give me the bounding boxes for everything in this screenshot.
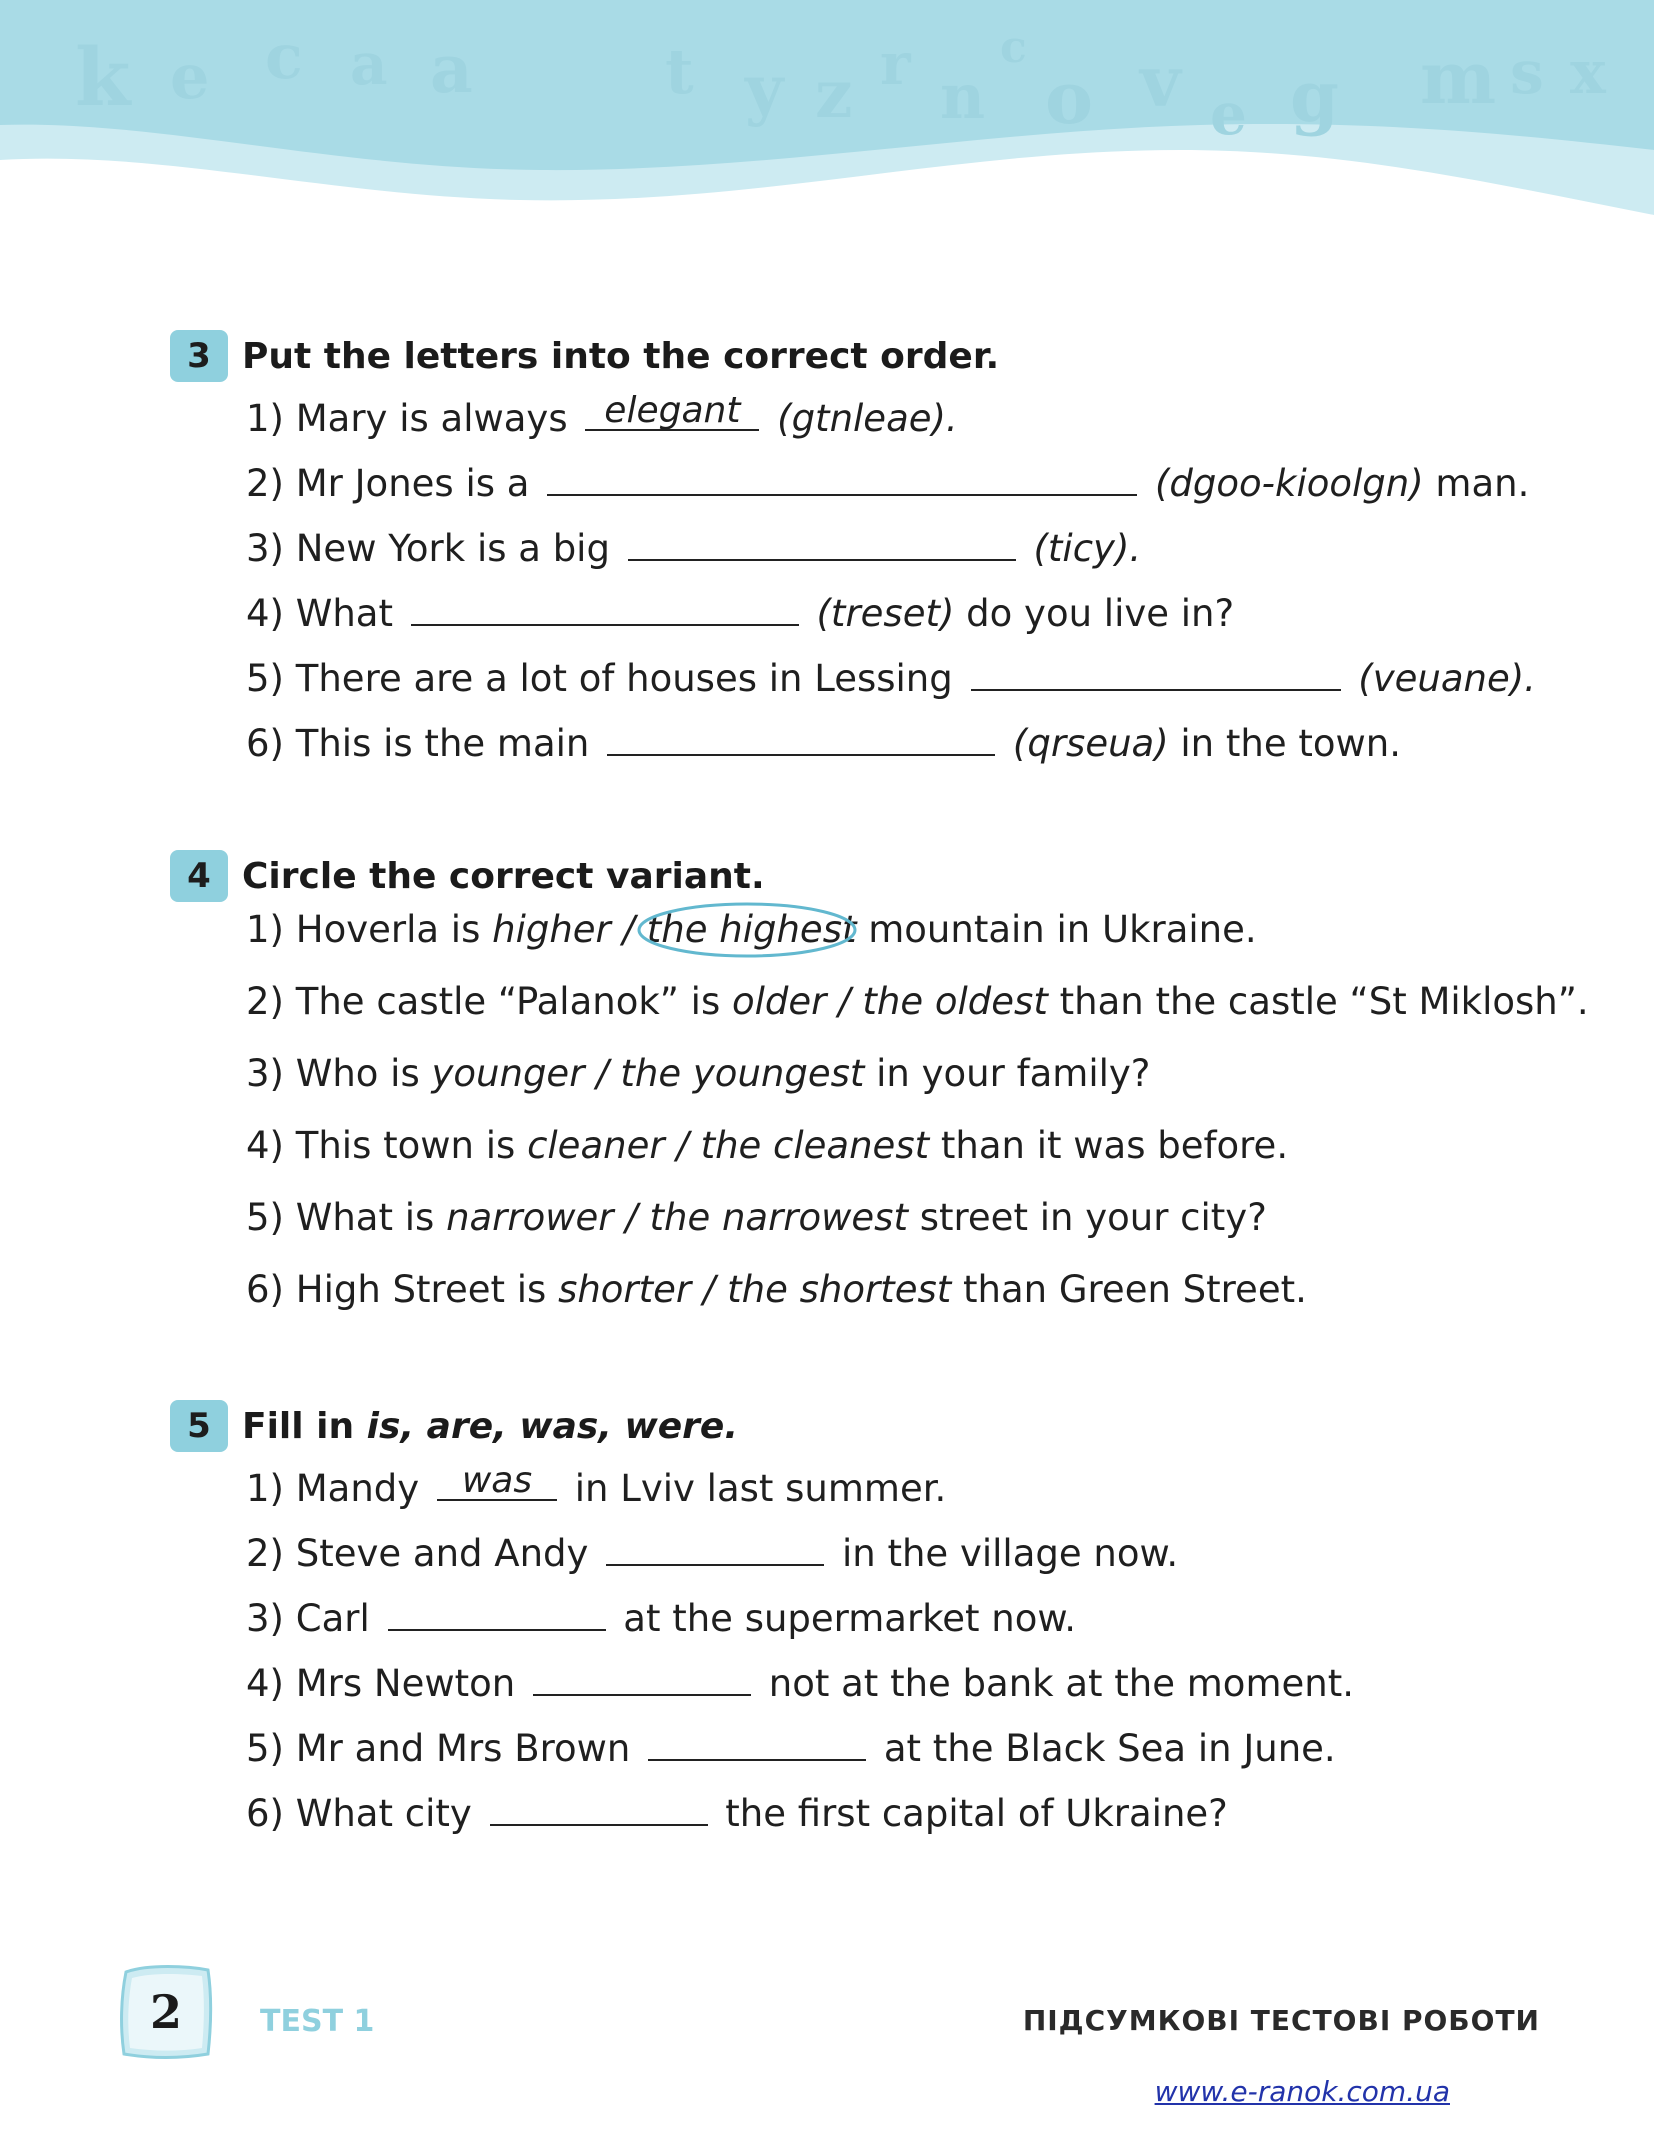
option-b: the highest: [646, 908, 857, 951]
item-number: 2): [246, 1532, 284, 1575]
exercise-item: [246, 515, 1141, 575]
item-text: in the village now.: [841, 1532, 1179, 1575]
exercise-title-italic: is, are, was, were.: [366, 1405, 739, 1447]
page-number-badge: [118, 1962, 214, 2062]
item-text: Mr Jones is a: [295, 462, 530, 505]
header-banner: [0, 0, 1654, 230]
item-text: the first capital of Ukraine?: [725, 1792, 1228, 1835]
answer-blank[interactable]: [490, 1780, 708, 1826]
answer-blank[interactable]: [648, 1715, 866, 1761]
item-number: 5): [246, 1196, 284, 1239]
item-number: 1): [246, 1467, 284, 1510]
option-b[interactable]: the narrowest: [649, 1196, 908, 1239]
item-text: mountain in Ukraine.: [868, 908, 1257, 951]
option-a[interactable]: narrower: [446, 1196, 614, 1239]
item-text: in the town.: [1168, 722, 1401, 765]
item-number: 6): [246, 722, 284, 765]
item-text: Hoverla is: [295, 908, 481, 951]
decor-letter: c: [265, 20, 303, 93]
exercise-item: [246, 1650, 1354, 1710]
decor-letter: n: [940, 60, 986, 133]
exercise-number-badge: 5: [170, 1400, 228, 1452]
exercise-item: [246, 710, 1401, 770]
item-number: 4): [246, 592, 284, 635]
exercise-item: [246, 1780, 1228, 1840]
item-text: do you live in?: [954, 592, 1235, 635]
item-text: not at the bank at the moment.: [768, 1662, 1354, 1705]
option-a[interactable]: higher: [492, 908, 611, 951]
item-text: This is the main: [295, 722, 590, 765]
item-text: than the castle “St Miklosh”.: [1059, 980, 1589, 1023]
exercise-item: [246, 1260, 1307, 1320]
decor-letter: m: [1420, 35, 1497, 120]
item-text: Carl: [295, 1597, 370, 1640]
item-number: 4): [246, 1662, 284, 1705]
item-text: The castle “Palanok” is: [295, 980, 721, 1023]
decor-letter: e: [1210, 80, 1247, 148]
exercise-item: [246, 1520, 1178, 1580]
item-number: 2): [246, 462, 284, 505]
item-text: Who is: [295, 1052, 420, 1095]
item-number: 3): [246, 1597, 284, 1640]
exercise-item: [246, 1188, 1267, 1248]
exercise-item: [246, 972, 1589, 1032]
exercise-item: [246, 1455, 946, 1515]
decor-letter: o: [1045, 55, 1094, 140]
item-number: 3): [246, 527, 284, 570]
decor-letter: g: [1290, 55, 1339, 138]
exercise-header: [170, 850, 765, 902]
decor-letter: s: [1510, 38, 1544, 108]
answer-blank[interactable]: [585, 385, 759, 431]
exercise-title: Circle the correct variant.: [242, 855, 765, 897]
decor-letter: y: [745, 50, 784, 128]
answer-blank[interactable]: [607, 710, 995, 756]
item-hint: (dgoo-kioolgn): [1154, 462, 1424, 505]
option-separator: /: [622, 908, 636, 951]
decor-letter: a: [350, 30, 388, 98]
page-number: 2: [149, 1985, 182, 2039]
item-number: 2): [246, 980, 284, 1023]
answer-blank[interactable]: [628, 515, 1016, 561]
item-text: Mr and Mrs Brown: [295, 1727, 631, 1770]
exercise-item: [246, 1715, 1336, 1775]
decor-letter: k: [75, 30, 131, 124]
option-a[interactable]: younger: [431, 1052, 585, 1095]
answer-circle-icon: [635, 898, 865, 962]
item-text: New York is a big: [295, 527, 610, 570]
answer-blank[interactable]: [533, 1650, 751, 1696]
item-hint: (treset): [816, 592, 955, 635]
exercise-number-badge: 3: [170, 330, 228, 382]
test-label: TEST 1: [260, 2004, 375, 2039]
item-number: 5): [246, 1727, 284, 1770]
decor-letters: [0, 0, 1654, 170]
item-number: 6): [246, 1792, 284, 1835]
option-a[interactable]: shorter: [558, 1268, 692, 1311]
item-text: at the Black Sea in June.: [883, 1727, 1336, 1770]
decor-letter: z: [815, 55, 853, 133]
website-link[interactable]: www.e-ranok.com.ua: [1154, 2075, 1450, 2108]
item-text: Mrs Newton: [295, 1662, 516, 1705]
decor-letter: a: [430, 30, 473, 108]
item-text: than it was before.: [940, 1124, 1289, 1167]
exercise-title: [242, 1406, 738, 1447]
item-text: This town is: [295, 1124, 516, 1167]
item-number: 4): [246, 1124, 284, 1167]
answer-blank[interactable]: [606, 1520, 824, 1566]
decor-letter: x: [1570, 38, 1606, 108]
item-number: 5): [246, 657, 284, 700]
option-b[interactable]: the youngest: [620, 1052, 865, 1095]
exercise-item: [246, 580, 1234, 640]
decor-letter: c: [1000, 22, 1027, 73]
item-number: 1): [246, 908, 284, 951]
option-b-circled[interactable]: [647, 900, 857, 960]
item-text: High Street is: [295, 1268, 547, 1311]
item-text: There are a lot of houses in Lessing: [295, 657, 953, 700]
option-separator: /: [625, 1196, 638, 1239]
item-text: Steve and Andy: [295, 1532, 589, 1575]
item-text: Mary is always: [295, 397, 568, 440]
item-number: 3): [246, 1052, 284, 1095]
item-text: in Lviv last summer.: [574, 1467, 947, 1510]
decor-letter: r: [880, 30, 911, 98]
item-number: 1): [246, 397, 284, 440]
exercise-item: [246, 385, 958, 445]
option-b[interactable]: the cleanest: [700, 1124, 930, 1167]
item-text: What city: [295, 1792, 472, 1835]
option-a[interactable]: older: [732, 980, 827, 1023]
item-hint: (gtnleae).: [777, 397, 958, 440]
decor-letter: v: [1140, 40, 1181, 123]
exercise-item: [246, 1044, 1150, 1104]
item-text: street in your city?: [919, 1196, 1267, 1239]
answer-blank[interactable]: [547, 450, 1137, 496]
option-separator: /: [838, 980, 851, 1023]
option-separator: /: [596, 1052, 609, 1095]
exercise-title-plain: Fill in: [242, 1405, 355, 1447]
item-text: Mandy: [295, 1467, 420, 1510]
filled-answer: was: [461, 1460, 533, 1501]
item-text: What: [295, 592, 393, 635]
exercise-item: [246, 900, 1257, 960]
filled-answer: elegant: [604, 390, 741, 431]
answer-blank[interactable]: [388, 1585, 606, 1631]
exercise-header: [170, 1400, 738, 1452]
item-hint: (veuane).: [1358, 657, 1536, 700]
exercise-item: [246, 1585, 1076, 1645]
item-text: at the supermarket now.: [623, 1597, 1077, 1640]
option-separator: /: [676, 1124, 689, 1167]
option-separator: /: [702, 1268, 716, 1311]
answer-blank[interactable]: [971, 645, 1341, 691]
exercise-item: [246, 450, 1529, 510]
item-hint: (qrseua): [1012, 722, 1169, 765]
item-text: man.: [1423, 462, 1530, 505]
option-b[interactable]: the oldest: [862, 980, 1048, 1023]
option-a[interactable]: cleaner: [527, 1124, 665, 1167]
exercise-number-badge: 4: [170, 850, 228, 902]
item-number: 6): [246, 1268, 284, 1311]
decor-letter: t: [665, 35, 694, 108]
item-text: What is: [295, 1196, 435, 1239]
exercise-item: [246, 1116, 1288, 1176]
exercise-title: Put the letters into the correct order.: [242, 335, 1000, 377]
exercise-item: [246, 645, 1536, 705]
exercise-header: [170, 330, 999, 382]
decor-letter: e: [170, 40, 210, 113]
option-b[interactable]: the shortest: [727, 1268, 952, 1311]
item-text: in your family?: [876, 1052, 1151, 1095]
book-title: ПІДСУМКОВІ ТЕСТОВІ РОБОТИ: [1022, 2004, 1540, 2037]
item-hint: (ticy).: [1033, 527, 1142, 570]
answer-blank[interactable]: [411, 580, 799, 626]
answer-blank[interactable]: [437, 1455, 557, 1501]
item-text: than Green Street.: [963, 1268, 1307, 1311]
